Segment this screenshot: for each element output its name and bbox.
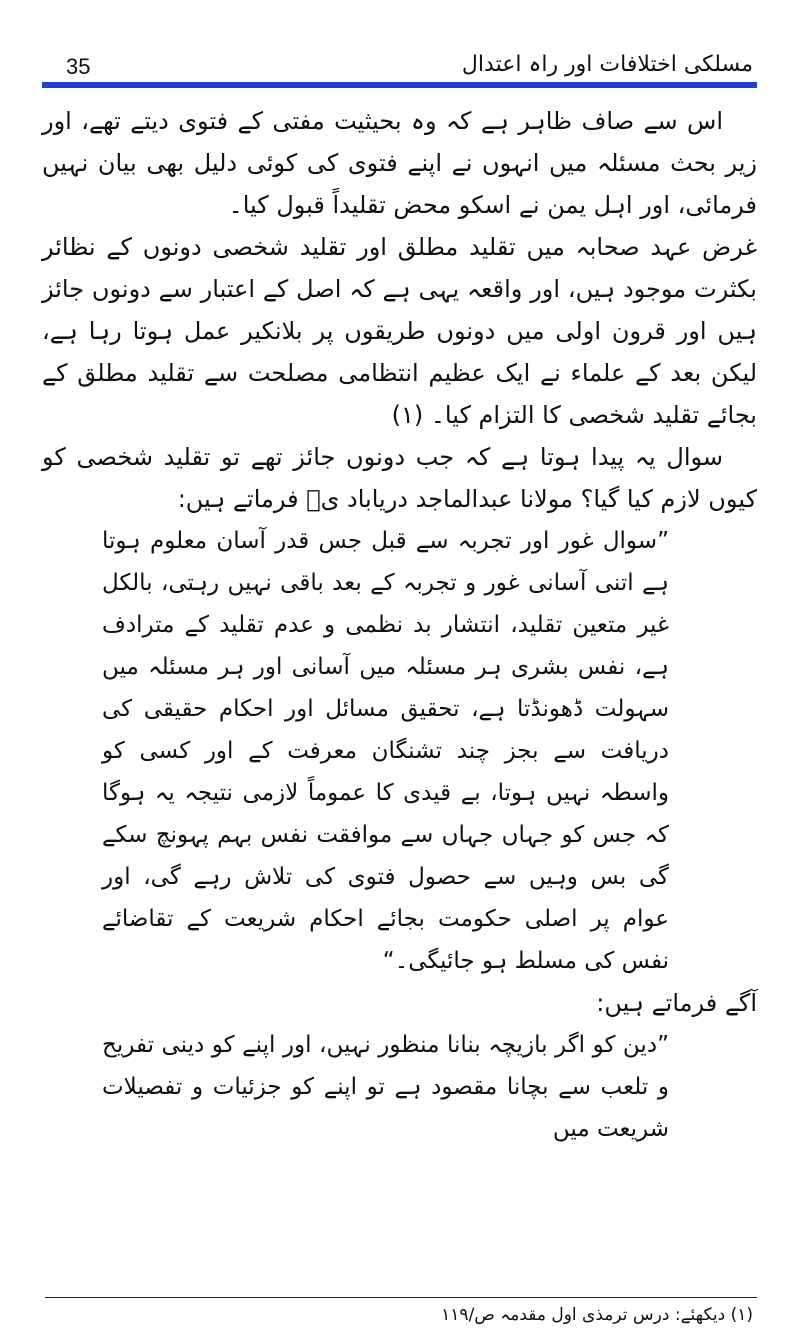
header-rule bbox=[42, 82, 757, 88]
paragraph-2: غرض عہد صحابہ میں تقلید مطلق اور تقلید شخصی دونوں کے نظائر بکثرت موجود ہیں، اور واقعہ یہی ہے کہ اصل کے اعتبار سے دونوں جائز ہیں اور قرون اولی میں دونوں طریقوں پر بلانکیر عمل ہوتا رہا ہے، لیکن بعد کے علماء نے ایک عظیم انتظامی مصلحت سے تقلید مطلق کے بجائے تقلید شخصی کا التزام کیا۔ (۱) bbox=[42, 233, 757, 429]
body-text bbox=[42, 100, 757, 1150]
running-title: مسلکی اختلافات اور راہ اعتدال bbox=[461, 52, 753, 77]
footnote-rule bbox=[45, 1297, 757, 1298]
quotation-1: ”سوال غور اور تجربہ سے قبل جس قدر آسان معلوم ہوتا ہے اتنی آسانی غور و تجربہ کے بعد باقی نہیں رہتی، بالکل غیر متعین تقلید، انتشار بد نظمی و عدم تقلید کے مترادف ہے، نفس بشری ہر مسئلہ میں آسانی اور ہر مسئلہ میں سہولت ڈھونڈتا ہے، تحقیق مسائل اور احکام حقیقی کی دریافت سے بجز چند تشنگان معرفت کے اور کسی کو واسطہ نہیں ہوتا، بے قیدی کا عموماً لازمی نتیجہ یہ ہوگا کہ جس کو جہاں جہاں سے موافقت نفس بہم پہونچ سکے گی بس وہیں سے حصول فتوی کی تلاش رہے گی، اور عوام پر اصلی حکومت بجائے احکام شریعت کے تقاضائے نفس کی مسلط ہو جائیگی۔“ bbox=[102, 528, 669, 974]
paragraph-3: سوال یہ پیدا ہوتا ہے کہ جب دونوں جائز تھے تو تقلید شخصی کو کیوں لازم کیا گیا؟ مولانا عبدالماجد دریاباد یؒ فرماتے ہیں: bbox=[42, 443, 757, 513]
paragraph-intro-2: آگے فرماتے ہیں: bbox=[596, 989, 757, 1017]
paragraph-1: اس سے صاف ظاہر ہے کہ وہ بحیثیت مفتی کے فتوی دیتے تھے، اور زیر بحث مسئلہ میں انہوں نے اپنے فتوی کی کوئی دلیل بھی بیان نہیں فرمائی، اور اہل یمن نے اسکو محض تقلیداً قبول کیا۔ bbox=[42, 107, 757, 219]
quotation-2: ”دین کو اگر بازیچہ بنانا منظور نہیں، اور اپنے کو دینی تفریح و تلعب سے بچانا مقصود ہے تو اپنے کو جزئیات و تفصیلات شریعت میں bbox=[102, 1032, 669, 1142]
page-number: 35 bbox=[66, 54, 91, 79]
footnote: (۱) دیکھئے: درس ترمذی اول مقدمہ ص/۱۱۹ bbox=[441, 1305, 753, 1325]
